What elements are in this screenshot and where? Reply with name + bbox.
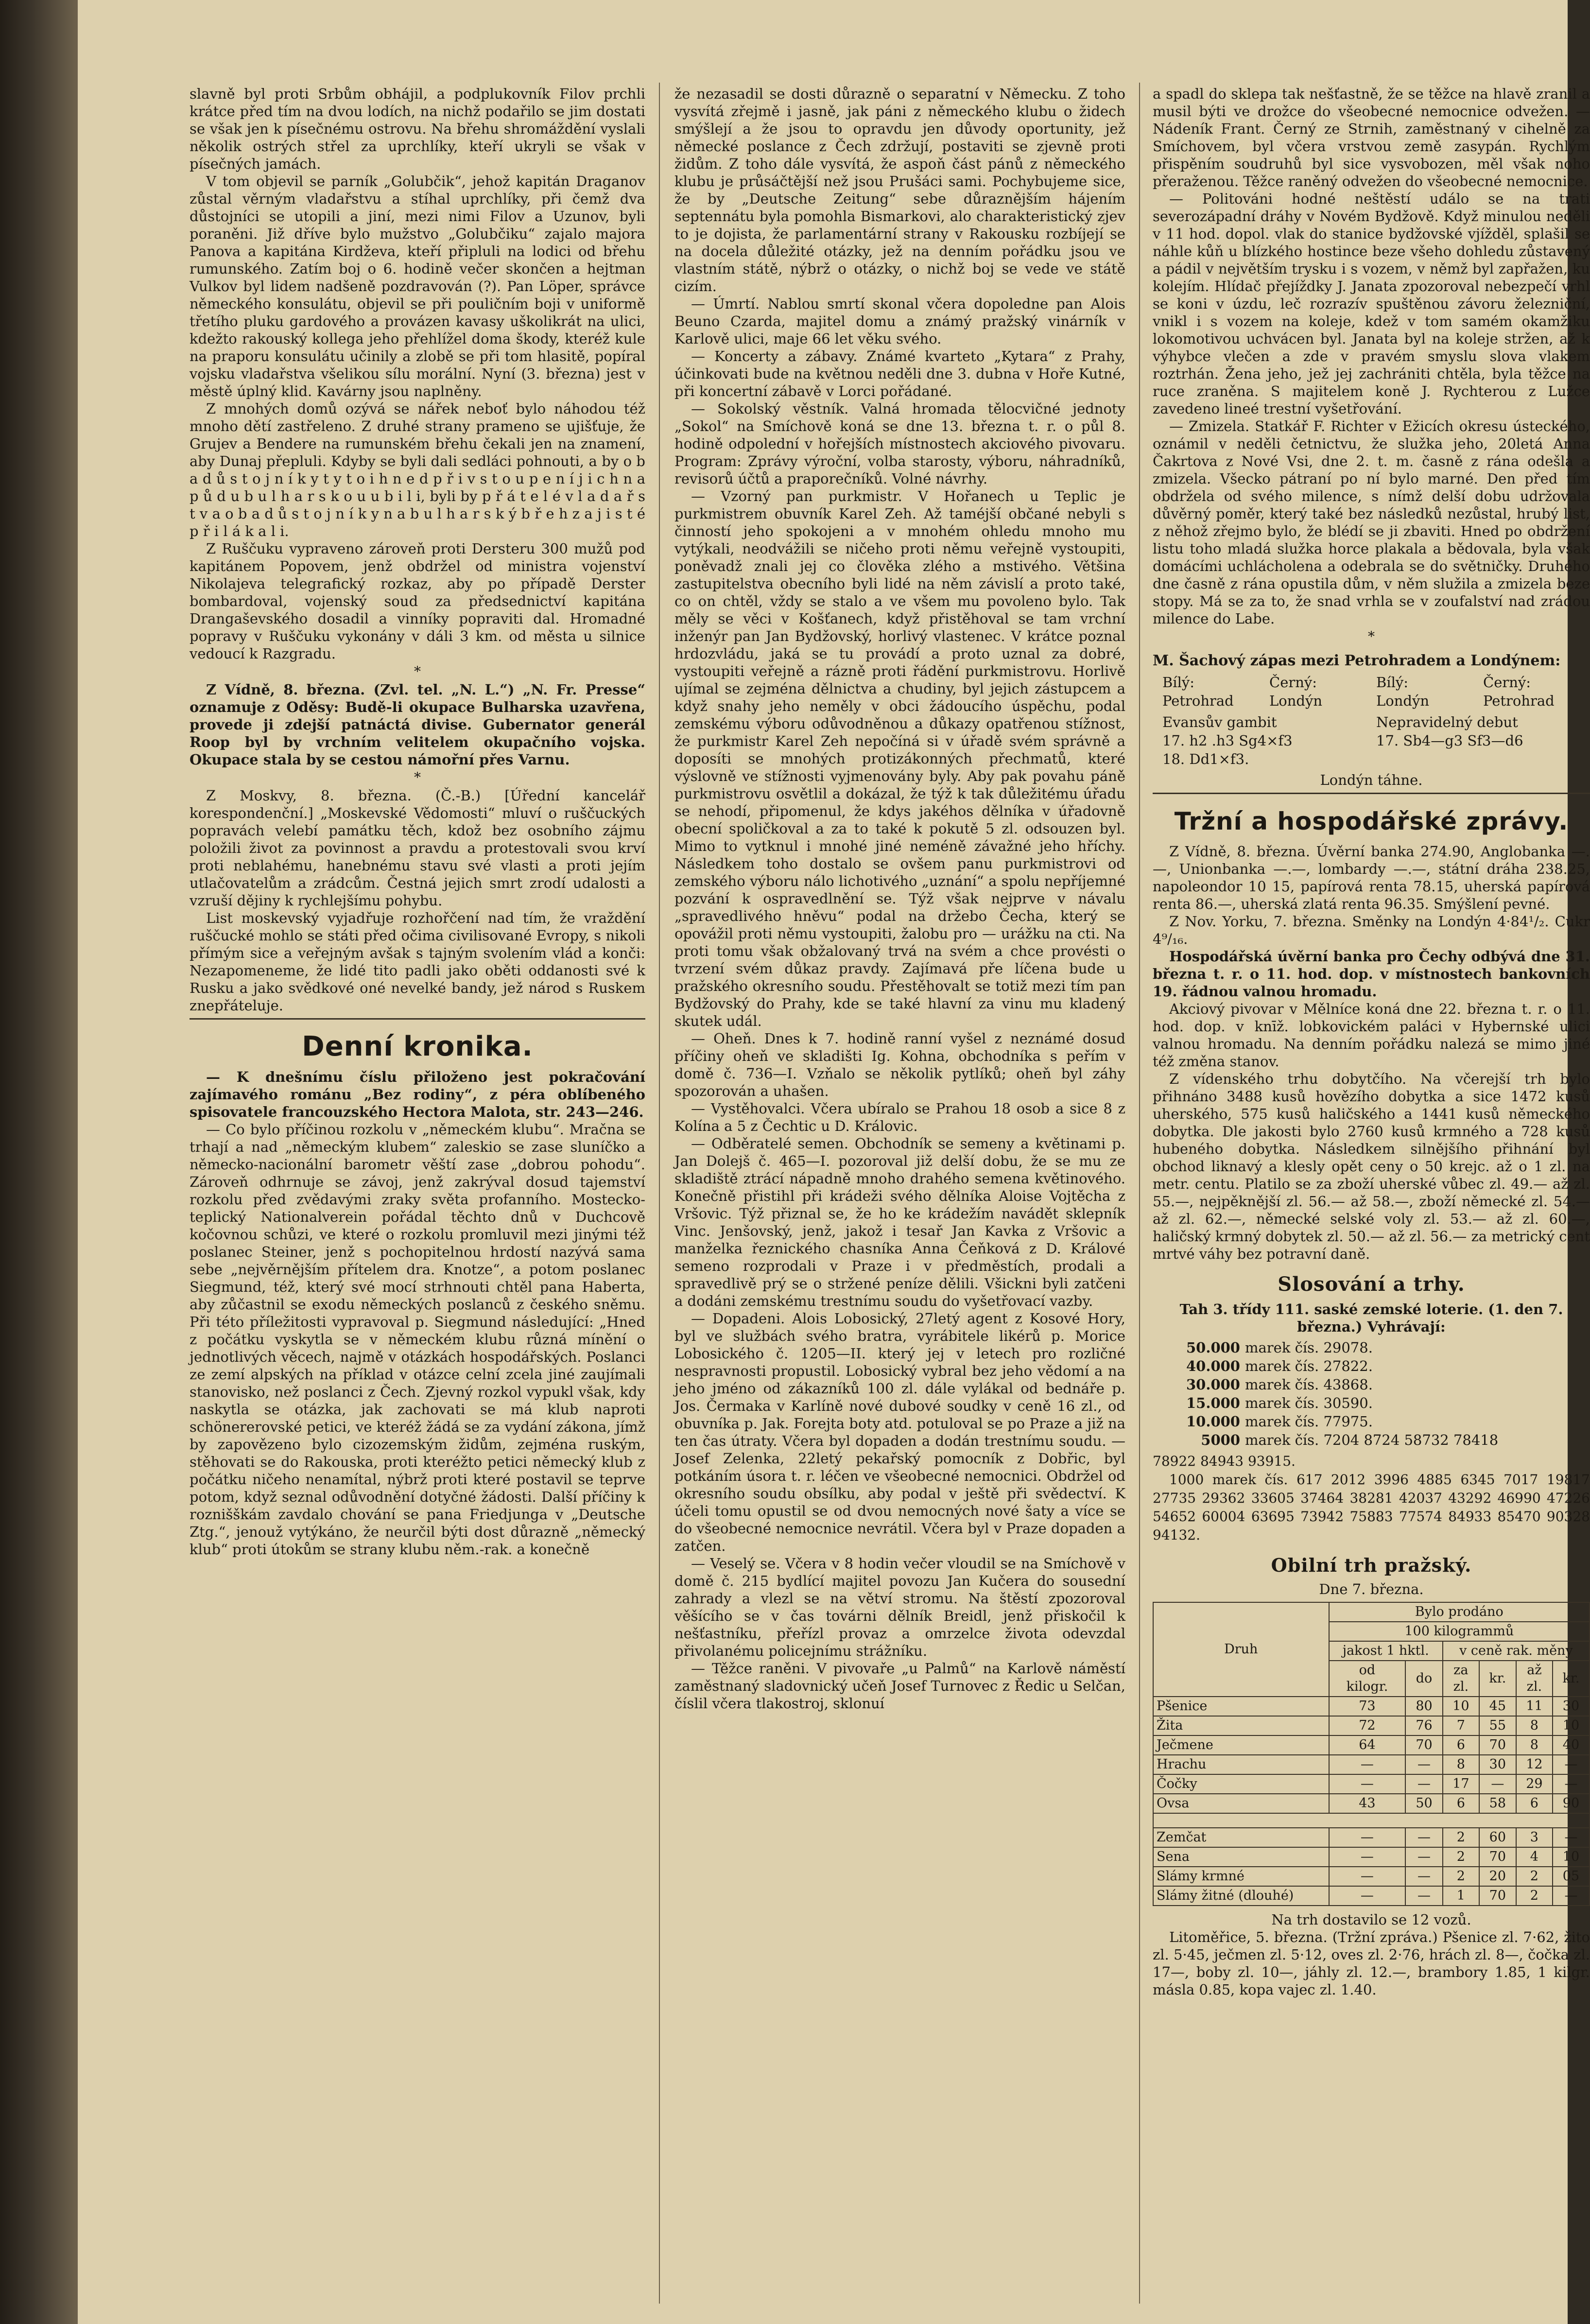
grain-cell-value: 76 (1405, 1716, 1443, 1735)
article-paragraph: V tom objevil se parník „Golubčik“, jehož kapitán Draganov zůstal věrným vladařstvu a stíhal uprchlíky, při čemž dva důstojníci se utopili a jiní, mezi nimi Filov a Uzunov, byli poraněni. Již dříve bylo mužstvo „Golubčiku“ zajalo majora Panova a kapitána Kirdževa, kteří připluli na lodici od břehu rumunského. Zatím boj o 6. hodině večer skončen a hejtman Vulkov byl lidem nadšeně pozdravován (?). Pan Löper, správce německého konsulátu, objevil se při pouličním boji v uniformě třetího pluku gardového a provázen kavasy uškolikrát na ulici, kdežto rakouský kollega jeho přehlížel doma škody, kteréž kule na praporu konsulátu učinily a zlobě se při tom hlasitě, popíral vojsku vladařstva všelikou sílu morální. Nyní (3. března) jest v městě úplný klid. Kavárny jsou naplněny. (190, 173, 645, 399)
lottery-row: 50.000 marek čís. 29078. (1186, 1339, 1373, 1356)
grain-cell-value: 70 (1405, 1735, 1443, 1755)
grain-cell-value: 43 (1329, 1794, 1406, 1813)
news-sokol: — Sokolský věstník. Valná hromada tělocvičné jednoty „Sokol“ na Smíchově koná se dne 13. března t. r. o půl 8. hodině odpolední v hořejších místnostech akciového pivovaru. Program: Zprávy výroční, volba starosty, výboru, náhradníků, revisorů účtů a praporečníků. Volné návrhy. (674, 400, 1125, 487)
grain-cell-name: Hrachu (1153, 1755, 1329, 1774)
lottery-list (1167, 1338, 1590, 1449)
article-paragraph: Z Ruščuku vypraveno zároveň proti Dersteru 300 mužů pod kapitánem Popovem, jenž obdržel od ministra vojenství Nikolajeva telegrafický rozkaz, aby po případě Derster bombardoval, vojenský soud za předsednictví kapitána Drangaševského dosadil a vinníky popraviti dal. Hromadné popravy v Ruščuku vykonány v dáli 3 km. od města u silnice vedoucí k Razgradu. (190, 540, 645, 662)
grain-cell-value: 10 (1553, 1847, 1590, 1867)
grain-cell-value: 7 (1443, 1716, 1479, 1735)
grain-cell-value: — (1405, 1828, 1443, 1847)
grain-header-kr: kr. (1479, 1661, 1516, 1697)
grain-cell-value: 30 (1479, 1755, 1516, 1774)
news-injured: — Těžce raněni. V pivovaře „u Palmů“ na Karlově náměstí zaměstnaný sladovnický učeň Josef Turnovec z Ředic u Selčan, číslil včera tlakostroj, sklonuí (674, 1660, 1125, 1712)
grain-row (1153, 1886, 1590, 1906)
grain-row (1153, 1867, 1590, 1886)
section-divider (1153, 793, 1590, 794)
binding-edge (0, 0, 78, 2324)
grain-cell-value: 30 (1553, 1697, 1590, 1716)
news-mayor: — Vzorný pan purkmistr. V Hořanech u Teplic je purkmistrem obuvník Karel Zeh. Až taméjší občané nebyli s činností jeho spokojeni a v mnohém ohledu mnoho mu vytýkali, neodvážili se ničeho proti němu veřejně vystoupiti, poněvadž znali jej co člověka zlého a mstivého. Většina zastupitelstva obecního byli lidé na něm závislí a proto také, co on chtěl, vždy se stalo a ve všem mu povoleno bylo. Tak měly se věci v Košťanech, když přistěhoval se tam vrchní inženýr pan Jan Bydžovský, horlivý vlastenec. V krátce poznal hrdozvládu, jaká se tu provádí a proto uznal za dobré, vystoupiti veřejně a rázně proti řádění purkmistrovu. Horlivě ujímal se zejména dělnictva a chudiny, byl jejich zástupcem a když snahy jeho neměly v obci žádoucího úspěchu, podal zemskému výboru odůvodněnou a důkazy opatřenou stížnost, že purkmistr Karel Zeh nepočíná si v úřadě svém správně a doposíti se mnohých protizákonných přechmatů, které výslovně ve stížnosti vyjmenovány byly. Aby pak povahu páně purkmistrovu osvětlil a dokázal, že týž k tak důležitému úřadu se nehodí, připomenul, že kdys jakéhos dělníka v úřadovně obecní spoličkoval a za to také k pokutě 5 zl. odsouzen byl. Mimo to vytknul i mnohé jiné neméně závažné jeho hříchy. Následkem toho dostalo se ovšem panu purkmistrovi od zemského výboru nálo lichotivého „uznání“ a spolu nepříjemné pozvání k ospravedlnění se. Týž však nejprve v návalu „spravedlivého hněvu“ podal na držebo Čecha, který se opovážil proti němu vystoupiti, žalobu pro — urážku na cti. Na proti tomu však obžalovaný trvá na svém a chce provésti o tvrzení svém důkaz pravdy. Zajímavá pře líčena bude u pražského okresního soudu. Přestěhovalt se totiž mezi tím pan Bydžovský do Prahy, kde se také hlavní za vinu mu kladený skutek udál. (674, 488, 1125, 1029)
grain-date: Dne 7. března. (1319, 1581, 1424, 1597)
market-new-york: Z Nov. Yorku, 7. března. Směnky na Londýn 4·84¹/₂. Cukr 4⁹/₁₆. (1153, 913, 1590, 947)
grain-cell-value: 2 (1516, 1867, 1553, 1886)
market-mortgage-bank: Hospodářská úvěrní banka pro Čechy odbývá dne 31. března t. r. o 11. hod. dop. v místnostech bankovních 19. řádnou valnou hromadu. (1153, 948, 1590, 1000)
grain-cell-value: 72 (1329, 1716, 1406, 1735)
newspaper-page (78, 0, 1590, 2324)
grain-cell-value: 8 (1443, 1755, 1479, 1774)
article-paragraph: že nezasadil se dosti důrazně o separatní v Německu. Z toho vysvítá zřejmě i jasně, jak páni z německého klubu o židech smýšlejí a že jsou to opravdu jen důvody oportunity, jež německé poslance z Čech zdržují, postaviti se zjevně proti židům. Z toho dále vysvítá, že aspoň část pánů z německého klubu je průsáčtější než jsou Prušáci sami. Pochybujeme sice, že by „Deutsche Zeitung“ sebe důraznějším hájením septennátu byla pomohla Bismarkovi, alo charakteristický zjev to je dojista, že parlamentární strany v Rakousku rozbíjejí se na docela důležité otázky, jež na denním pořádku jsou ve vlastním státě, nýbrž o otázky, o nichž boj se vede ve státě cizím. (674, 86, 1125, 295)
grain-cell-name: Pšenice (1153, 1697, 1329, 1716)
grain-header-sold: Bylo prodáno (1329, 1602, 1590, 1622)
lottery-tail: 78922 84943 93915. (1153, 1453, 1296, 1469)
separator-asterisk: * (414, 663, 421, 679)
chess-city: Petrohrad (1162, 693, 1234, 709)
news-caught: — Dopadeni. Alois Lobosický, 27letý agent z Kosové Hory, byl ve službách svého bratra, vyrábitele likérů p. Morice Lobosického č. 1205—II. který jej v letech pro rozličné nespravnosti propustil. Lobosický vybral bez jeho vědomí a na jeho jméno od zákazníků 100 zl. dále vylákal od bednáře p. Jos. Čermaka v Karlíně nové dubové soudky v ceně 16 zl., od obuvníka p. Jak. Forejta boty atd. potuloval se po Praze a již na ten čas útraty. Včera byl dopaden a dodán trestnímu soudu. — Josef Zelenka, 22letý pekařský pomocník z Dobřic, byl potkáním úsora t. r. léčen ve všeobecné nemocnici. Obdržel od okresního soudu obsílku, aby podal v ještě při svědectví. K účeli tomu opustil se od dvou nemocných nové šaty a více se do všeobecné nemocnice nevrátil. Včera byl v Praze dopaden a zatčen. (674, 1310, 1125, 1554)
separator-asterisk: * (1368, 628, 1375, 644)
grain-cell-value: 3 (1516, 1828, 1553, 1847)
grain-cell-value: 2 (1516, 1886, 1553, 1906)
grain-cell-value: — (1553, 1755, 1590, 1774)
news-train: — Politováni hodné neštěstí událo se na trati severozápadní dráhy v Novém Bydžově. Když minulou neděli v 11 hod. dopol. vlak do stanice bydžovské vjížděl, splašil se náhle kůň u blízkého hostince beze všeho dohledu zůstavený a pádil v největším trysku i s vozem, v němž byl zapřažen, ku kolejím. Hlídač přejíždky J. Janata zpozoroval nebezpečí vrhl se koni v úzdu, leč rozrazív spuštěnou závoru železniční, vnikl i s vozem na koleje, kdež v tom samém okamžiku lokomotivou uchvácen byl. Janata byl na koleje stržen, až k výhybce vlečen a zde v pravém smyslu slova vlakem roztrhán. Žena jeho, jež jej zachrániti chtěla, byla těžce na ruce zraněna. S majitelem koně J. Rychterou z Lužce zavedeno lineé trestní vyšetřování. (1153, 191, 1590, 417)
grain-cell-value: 29 (1516, 1774, 1553, 1794)
chess-move: 17. h2 .h3 Sg4×f3 (1162, 732, 1293, 749)
article-paragraph: Z mnohých domů ozývá se nářek neboť bylo náhodou též mnoho dětí zastřeleno. Z druhé strany prameno se ujišťuje, že Grujev a Bendere na rumunském břehu čekali jen na znamení, aby Dunaj přepluli. Kdyby se byli dali sedláci pohnouti, a by o b a d ů s t o j n í k y t y t o i h n e d p ř i v s t o u p e n í j i c h n a p ů d u b u l h a r s k o u u b i l i, byli by p ř á t e l é v l a d a ř s t v a o b a d ů s t o j n í k y n a b u l h a r s k ý b ř e h z a j i s t é p ř i l á k a l i. (190, 400, 645, 539)
grain-row (1153, 1847, 1590, 1867)
grain-note: Na trh dostavilo se 12 vozů. (1271, 1911, 1471, 1928)
chess-header: Černý: (1269, 674, 1317, 691)
column-rule (1139, 83, 1140, 2304)
article-paragraph: slavně byl proti Srbům obhájil, a podplukovník Filov prchli krátce před tím na dvou lodích, na nichž podařilo se jim dostati se však jen k písečnému ostrovu. Na břehu shromáždění vyslali několik ostrých střel za uprchlíky, kteří ukryli se však v písečných jamách. (190, 86, 645, 172)
lottery-row: 5000 marek čís. 7204 8724 58732 78418 (1201, 1432, 1499, 1448)
lottery-row: 10.000 marek čís. 77975. (1186, 1413, 1373, 1430)
grain-header-do: do (1405, 1661, 1443, 1697)
grain-header-az: až zl. (1516, 1661, 1553, 1697)
grain-row (1153, 1716, 1590, 1735)
grain-header-100kg: 100 kilogrammů (1329, 1622, 1590, 1641)
grain-cell-value: 12 (1516, 1755, 1553, 1774)
grain-cell-value: — (1553, 1886, 1590, 1906)
chess-opening: Nepravidelný debut (1376, 714, 1518, 730)
club-article: — Co bylo příčinou rozkolu v „německém klubu“. Mračna se trhají a nad „německým klubem“ zaleskio se zase sluníčko a německo-nacionální barometr věští zase „dobrou pohodu“. Zároveň odhrnuje se závoj, jenž zakrýval dosud tajemství rozkolu před zvědavými zraky světa profanního. Mostecko-teplický Nationalverein pořádal těchto dnů v Duchcově kočovnou schůzi, ve které o rozkolu promluvil mezi jinými též poslanec Steiner, jenž s pochopitelnou hrdostí nazývá sama sebe „nejvěrnějším přítelem dra. Knotze“, a potom poslanec Siegmund, též, který své mocí strhnouti chtěl pana Haberta, aby zůčastnil se exodu německých poslanců z českého sněmu. Při této příležitosti vypravoval p. Siegmund následující: „Hned z počátku vyskytla se v německém klubu různá mínění o jednotlivých věcech, najmě v otázkách hospodářských. Poslanci ze zemí alpských na příklad v otázce celní zcela jiné zaujímali stanovisko, než poslanci z Čech. Zjevný rozkol vypukl však, kdy naskytla se otázka, jak zachovati se má klub naproti schönererovské petici, ve kteréž žádá se za vydání zákona, jímž by zapovězeno bylo cizozemským židům, zejména ruským, stěhovati se do Rakouska, proti kteréžto petici německý klub z počátku ničeho nenamítal, nýbrž proti které postavil se teprve potom, když seznal odůvodnění dotyčné žádosti. Další příčiny k roznišškám zavdalo chování se pana Friedjunga v „Deutsche Ztg.“, jenouž vytýkáno, že neurčil býti dost důrazně „německý klub“ proti útokům se strany klubu něm.-rak. a konečně (190, 1121, 645, 1558)
grain-cell-value: 50 (1405, 1794, 1443, 1813)
chess-move: 17. Sb4—g3 Sf3—d6 (1376, 732, 1523, 749)
grain-header-price: v ceně rak. měny (1443, 1641, 1590, 1661)
separator-asterisk: * (414, 769, 421, 785)
grain-cell-value: 20 (1479, 1867, 1516, 1886)
grain-cell-value: — (1553, 1828, 1590, 1847)
grain-row (1153, 1774, 1590, 1794)
grain-cell-name: Sena (1153, 1847, 1329, 1867)
lottery-row: 30.000 marek čís. 43868. (1186, 1376, 1373, 1393)
grain-cell-name: Ječmene (1153, 1735, 1329, 1755)
grain-table (1153, 1602, 1590, 1906)
lottery-row: 15.000 marek čís. 30590. (1186, 1395, 1373, 1411)
grain-row (1153, 1755, 1590, 1774)
grain-row (1153, 1794, 1590, 1813)
grain-header-od: od kilogr. (1329, 1661, 1406, 1697)
grain-cell-name: Slámy žitné (dlouhé) (1153, 1886, 1329, 1906)
column-left (190, 85, 645, 2301)
grain-cell-value: 40 (1553, 1735, 1590, 1755)
chess-opening: Evansův gambit (1162, 714, 1277, 730)
grain-header-quality: jakost 1 hktl. (1329, 1641, 1443, 1661)
grain-cell-value: — (1329, 1867, 1406, 1886)
novel-notice: — K dnešnímu číslu přiloženo jest pokračování zajímavého románu „Bez rodiny“, z péra oblíbeného spisovatele francouzského Hectora Malota, str. 243—246. (190, 1069, 645, 1120)
news-death: — Úmrtí. Nablou smrtí skonal včera dopoledne pan Alois Beuno Czarda, majitel domu a známý pražský vinárník v Karlově ulici, maje 66 let věku svého. (674, 295, 1125, 347)
grain-cell-value: 45 (1479, 1697, 1516, 1716)
grain-header-kr: kr. (1553, 1661, 1590, 1697)
chess-table (1162, 673, 1590, 710)
grain-cell-value: 10 (1553, 1716, 1590, 1735)
grain-cell-value: 1 (1443, 1886, 1479, 1906)
grain-cell-value: — (1329, 1847, 1406, 1867)
grain-cell-value: — (1405, 1886, 1443, 1906)
grain-cell-value: — (1405, 1847, 1443, 1867)
lottery-row: 40.000 marek čís. 27822. (1186, 1358, 1373, 1374)
grain-cell-value: 6 (1516, 1794, 1553, 1813)
grain-row (1153, 1828, 1590, 1847)
chess-city: Londýn (1376, 693, 1430, 709)
chess-title: M. Šachový zápas mezi Petrohradem a Londýnem: (1153, 652, 1561, 669)
grain-cell-value: 8 (1516, 1735, 1553, 1755)
grain-cell-value: 70 (1479, 1735, 1516, 1755)
article-paragraph: a spadl do sklepa tak nešťastně, že se těžce na hlavě zranil a musil býti ve drožce do všeobecné nemocnice odvežen. — Nádeník Frant. Černý ze Strnih, zaměstnaný v cihelně za Smíchovem, byl včera vrstvou země zasypán. Rychlým přispěním soudruhů byl sice vysvobozen, měl však noho přeraženou. Těžce raněný odvežen do všeobecné nemocnice. (1153, 86, 1590, 190)
news-fire: — Oheň. Dnes k 7. hodině ranní vyšel z neznámé dosud příčiny oheň ve skladišti Ig. Kohna, obchodníka s peřím v domě č. 736—I. Vzňalo se několik pytlíků; oheň byl záhy spozorován a uhašen. (674, 1030, 1125, 1099)
grain-cell-value: 05 (1553, 1867, 1590, 1886)
chess-openings (1162, 713, 1590, 768)
section-title-daily-chronicle: Denní kronika. (302, 1031, 533, 1062)
grain-cell-name: Slámy krmné (1153, 1867, 1329, 1886)
chess-header: Bílý: (1162, 674, 1195, 691)
grain-cell-name: Zemčat (1153, 1828, 1329, 1847)
grain-cell-value: — (1329, 1755, 1406, 1774)
grain-cell-value: — (1405, 1755, 1443, 1774)
chess-header: Černý: (1483, 674, 1531, 691)
grain-cell-value: — (1405, 1774, 1443, 1794)
news-cheerful: — Veselý se. Včera v 8 hodin večer vloudil se na Smíchově v domě č. 215 bydlící majitel povozu Jan Kučera do sousední zahrady a vlezl se na větví stromu. Na štěstí zpozoroval věšícího se v čas továrni dělník Breidl, jenž přiskočil k nešťastníku, přeřízl provaz a omrzelce života odevzdal přivolanému policejnímu strážníku. (674, 1555, 1125, 1659)
grain-cell-value: 58 (1479, 1794, 1516, 1813)
grain-cell-value: 4 (1516, 1847, 1553, 1867)
grain-cell-value: — (1405, 1867, 1443, 1886)
column-rule (659, 83, 660, 2304)
grain-cell-value: 6 (1443, 1794, 1479, 1813)
chess-header: Bílý: (1376, 674, 1409, 691)
section-title-market: Tržní a hospodářské zprávy. (1174, 807, 1569, 835)
grain-cell-value: — (1479, 1774, 1516, 1794)
chess-city: Londýn (1269, 693, 1323, 709)
grain-cell-value: 11 (1516, 1697, 1553, 1716)
grain-cell-value: 17 (1443, 1774, 1479, 1794)
grain-table-body (1153, 1697, 1590, 1906)
grain-header-za: za zl. (1443, 1661, 1479, 1697)
market-brewery: Akciový pivovar v Mělníce koná dne 22. března t. r. o 11. hod. dop. v knīž. lobkovickém paláci v Hybernské ulici valnou hromadu. Na denním pořádku nalezá se mimo jiné též změna stanov. (1153, 1001, 1590, 1070)
column-middle (674, 85, 1125, 2301)
news-concerts: — Koncerty a zábavy. Známé kvarteto „Kytara“ z Prahy, účinkovati bude na květnou neděli dne 3. dubna v Hoře Kutné, při koncertní zábavě v Lorci pořádané. (674, 348, 1125, 399)
section-title-lottery: Slosování a trhy. (1278, 1273, 1465, 1296)
chess-move: 18. Dd1×f3. (1162, 751, 1249, 767)
section-divider (190, 1018, 645, 1020)
grain-row (1153, 1697, 1590, 1716)
section-title-grain: Obilní trh pražský. (1271, 1554, 1472, 1576)
lottery-heading: Tah 3. třídy 111. saské zemské loterie. (1. den 7. března.) Vyhrávají: (1179, 1301, 1563, 1335)
market-litomerice: Litoměřice, 5. března. (Tržní zpráva.) Pšenice zl. 7·62, žito zl. 5·45, ječmen zl. 5·12, oves zl. 2·76, hrách zl. 8—, čočka zl. 17—, boby zl. 10—, jáhly zl. 12.—, brambory 1.85, 1 kilgr. másla 0.85, kopa vajec zl. 1.40. (1153, 1929, 1590, 1998)
grain-cell-value: — (1329, 1828, 1406, 1847)
grain-gap-row (1153, 1813, 1590, 1828)
grain-cell-value: 2 (1443, 1847, 1479, 1867)
grain-cell-value: 6 (1443, 1735, 1479, 1755)
grain-row (1153, 1735, 1590, 1755)
market-cattle: Z vídenského trhu dobytčího. Na včerejší trh bylo přihnáno 3488 kusů hovězího dobytka a sice 1472 kusů uherského, 575 kusů haličského a 1441 kusů německého dobytka. Dle jakosti bylo 2760 kusů krmného a 728 kusů hubeného dobytka. Následkem silnějšího přihnání byl obchod liknavý a klesly opět ceny o 50 krejc. až o 1 zl. na metr. centu. Platilo se za zboží uherské vůbec zl. 49.— až zl. 55.—, nejpěknější zl. 56.— až 58.—, zboží německé zl. 54.— až zl. 62.—, německé selské voly zl. 53.— až zl. 60.—, haličský krmný dobytek zl. 50.— až zl. 56.— za metrický cent mrtvé váhy bez potravní daně. (1153, 1071, 1590, 1262)
vienna-telegram: Z Vídně, 8. března. (Zvl. tel. „N. L.“) „N. Fr. Presse“ oznamuje z Oděsy: Budě-li okupace Bulharska uzavřena, provede ji zdejší patnáctá divise. Gubernator generál Roop byl by vrchním velitelem okupačního vojska. Okupace stala by se cestou námořní přes Varnu. (190, 681, 645, 768)
moscow-letter: List moskevský vyjadřuje rozhořčení nad tím, že vraždění ruščucké mohlo se státi před očima civilisované Evropy, s nikoli přímým sice a veřejným avšak s tajným svolením vlád a konči: Nezapomeneme, že lidé tito padli jako oběti oddanosti své k Rusku a jako svědkové oné nevelké bandy, jež národ s Ruskem znepřáteluje. (190, 910, 645, 1014)
news-missing: — Zmizela. Statkář F. Richter v Ežicích okresu ústeckého, oznámil v neděli četnictvu, že služka jeho, 20letá Anna Čakrtova z Nové Vsi, dne 2. t. m. časně z rána odešla a zmizela. Všecko pátraní po ní bylo marné. Den před tím obdržela od svého milence, s nímž delší dobu udržovala důvěrný poměr, který také bez následků nezůstal, hrubý list, z něhož zřejmo bylo, že blédí se ji zbaviti. Hned po obdržení listu toho mladá služka horce plakala a bědovala, byla však domácími uchlácholena a odebrala se do světničky. Druhého dne časně z rána opustila dům, v něm služila a zmizela beze stopy. Má se za to, že snad vrhla se v zoufalství nad zrádou milence do Labe. (1153, 418, 1590, 627)
lottery-1000: 1000 marek čís. 617 2012 3996 4885 6345 7017 19817 27735 29362 33605 37464 38281 42037 43292 46990 47226 54652 60004 63695 73942 75883 77574 84933 85470 90328 94132. (1153, 1472, 1590, 1543)
chess-status: Londýn táhne. (1320, 772, 1423, 788)
grain-header-druh: Druh (1153, 1602, 1329, 1697)
news-seeds: — Odběratelé semen. Obchodník se semeny a květinami p. Jan Dolejš č. 465—I. pozoroval již delší dobu, že se mu ze skladiště ztrácí nápadně mnoho drahého semena květinového. Konečně přistihl při krádeži svého dělníka Aloise Vojtěcha z Vršovic. Týž přiznal se, že ho ke krádežím navádět sklepník Vinc. Jenšovský, jenž, jakož i tesař Jan Kavka z Vršovic a manželka řeznického chasníka Anna Čeňková z D. Králové semeno rozprodali v Praze i v předměstích, prodali a spravedlivě prý se o stržené peníze dělili. Všickni byli zatčeni a dodáni zemskému trestnímu soudu do vyšetřovací vazby. (674, 1135, 1125, 1309)
grain-cell-value: 64 (1329, 1735, 1406, 1755)
grain-cell-name: Žita (1153, 1716, 1329, 1735)
grain-cell-value: 8 (1516, 1716, 1553, 1735)
grain-cell-value: 70 (1479, 1847, 1516, 1867)
grain-cell-value: 2 (1443, 1828, 1479, 1847)
grain-cell-value: 80 (1405, 1697, 1443, 1716)
grain-cell-value: 70 (1479, 1886, 1516, 1906)
grain-cell-value: 60 (1479, 1828, 1516, 1847)
grain-cell-value: 73 (1329, 1697, 1406, 1716)
chess-city: Petrohrad (1483, 693, 1555, 709)
grain-cell-value: 2 (1443, 1867, 1479, 1886)
grain-cell-name: Čočky (1153, 1774, 1329, 1794)
grain-cell-value: 55 (1479, 1716, 1516, 1735)
grain-cell-value: — (1553, 1774, 1590, 1794)
grain-cell-value: — (1329, 1886, 1406, 1906)
grain-cell-name: Ovsa (1153, 1794, 1329, 1813)
market-vienna: Z Vídně, 8. března. Úvěrní banka 274.90, Anglobanka —.—, Unionbanka —.—, lombardy —.—, státní dráha 238.25, napoleondor 10 15, papírová renta 78.15, uherská papírová renta 86.—, uherská zlatá renta 96.35. Smýšlení pevné. (1153, 843, 1590, 912)
column-right (1153, 85, 1590, 2301)
news-emigrants: — Vystěhovalci. Včera ubíralo se Prahou 18 osob a sice 8 z Kolína a 5 z Čechtic u D. Královic. (674, 1100, 1125, 1134)
grain-cell-value: — (1329, 1774, 1406, 1794)
moscow-report: Z Moskvy, 8. března. (Č.-B.) [Úřední kancelář korespondenční.] „Moskevské Vědomosti“ mluví o ruščuckých popravách velebí památku těch, kdož bez osobního zájmu položili život za povinnost a pravdu a protestovali svou krví proti neblahému, hanebnému stavu své vlasti a proti jejím utlačovatelům a zrádcům. Čestná jejich smrt zrodí udalosti a vzruší dějiny k rychlejšímu pohybu. (190, 787, 645, 909)
grain-cell-value: 10 (1443, 1697, 1479, 1716)
grain-cell-value: 90 (1553, 1794, 1590, 1813)
